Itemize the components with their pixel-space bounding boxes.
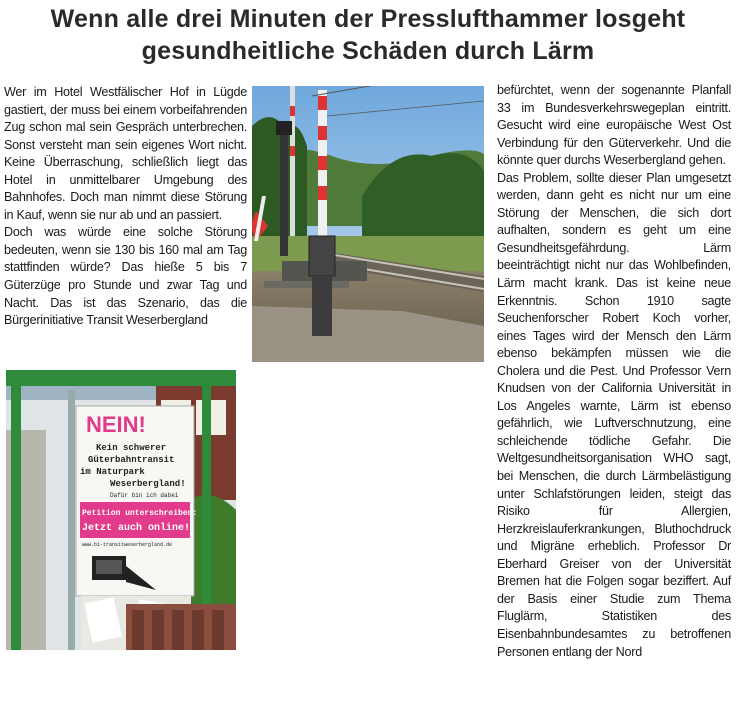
poster-banner-1: Petition unterschreiben: — [82, 509, 198, 518]
headline — [0, 3, 736, 67]
bus-shelter-poster-illustration — [6, 370, 236, 650]
poster-banner-2: Jetzt auch online! — [82, 523, 191, 534]
poster-line-1: Kein schwerer — [96, 443, 167, 453]
column3-paragraph-1: befürchtet, wenn der sogenannte Planfall 33 im Bundesverkehrswegeplan eintritt. Gesucht wird eine europäische West Ost Verbindung für den Güterverkehr. Und die könnte quer durchs Weserbergland gehen. — [497, 83, 731, 168]
railway-crossing-photo — [252, 86, 484, 362]
poster-url: www.bi-transitweserbergland.de — [82, 542, 173, 548]
poster-heading: NEIN! — [86, 412, 146, 437]
column1-paragraph-1: Wer im Hotel Westfälischer Hof in Lügde gastiert, der muss bei einem vorbeifahrenden Zug schon mal sein Gespräch unterbrechen. Sonst versteht man sein eigenes Wort nicht. Keine Überraschung, schließlich liegt das Hotel in unmittelbarer Umgebung des Bahnhofes. Doch man nimmt diese Störung in Kauf, wenn sie nur ab und an passiert. — [4, 85, 247, 222]
headline-line-1: Wenn alle drei Minuten der Presslufthammer losgeht — [50, 5, 686, 33]
column1-paragraph-2: Doch was würde eine solche Störung bedeuten, wenn sie 130 bis 160 mal am Tag stattfinden würde? Das hieße 5 bis 7 Güterzüge pro Stunde und zwar Tag und Nacht. Das ist das Szenario, das die Bürgerinitiative Transit Weserbergland — [4, 225, 247, 328]
poster-line-3: im Naturpark — [80, 467, 145, 477]
article-column-3 — [497, 82, 731, 661]
poster-photo — [6, 370, 236, 650]
column3-paragraph-2: Das Problem, sollte dieser Plan umgesetzt werden, dann geht es nicht nur um eine Störung der Menschen, die sich dort aufhalten, sondern es geht um eine Gesundheitsgefährdung. Lärm beeinträchtigt nicht nur das Wohlbefinden, Lärm macht krank. Das ist keine neue Erkenntnis. Schon 1910 sagte Seuchenforscher Robert Koch vorher, eines Tages wird der Mensch den Lärm ebenso bekämpfen müssen wie die Cholera und die Pest. Und Professor Vern Knudsen von der California Universität in Los Angeles warnte, Lärm ist ebenso gefährlich, wie Luftverschnutzung, eine schleichende tödliche Gefahr. Die Weltgesundheitsorganisation WHO sagt, bei Menschen, die durch Lärmbelästigung unter Schlafstörungen leiden, steigt das Risiko für Allergien, Herzkreislauferkrankungen, Bluthochdruck und Migräne erheblich. Professor Dr Eberhard Greiser von der Universität Bremen hat die Folgen sogar beziffert. Auf der Basis einer Studie zum Thema Fluglärm, Statistiken des Eisenbahnbundesamtes zu betroffenen Personen entlang der Nord — [497, 170, 731, 659]
railway-crossing-illustration — [252, 86, 484, 362]
poster-line-5: Dafür bin ich dabei — [110, 492, 179, 499]
poster-line-4: Weserbergland! — [110, 479, 186, 489]
poster-line-2: Güterbahntransit — [88, 455, 175, 465]
headline-line-2: gesundheitliche Schäden durch Lärm — [141, 37, 595, 65]
article-column-1 — [4, 84, 247, 330]
